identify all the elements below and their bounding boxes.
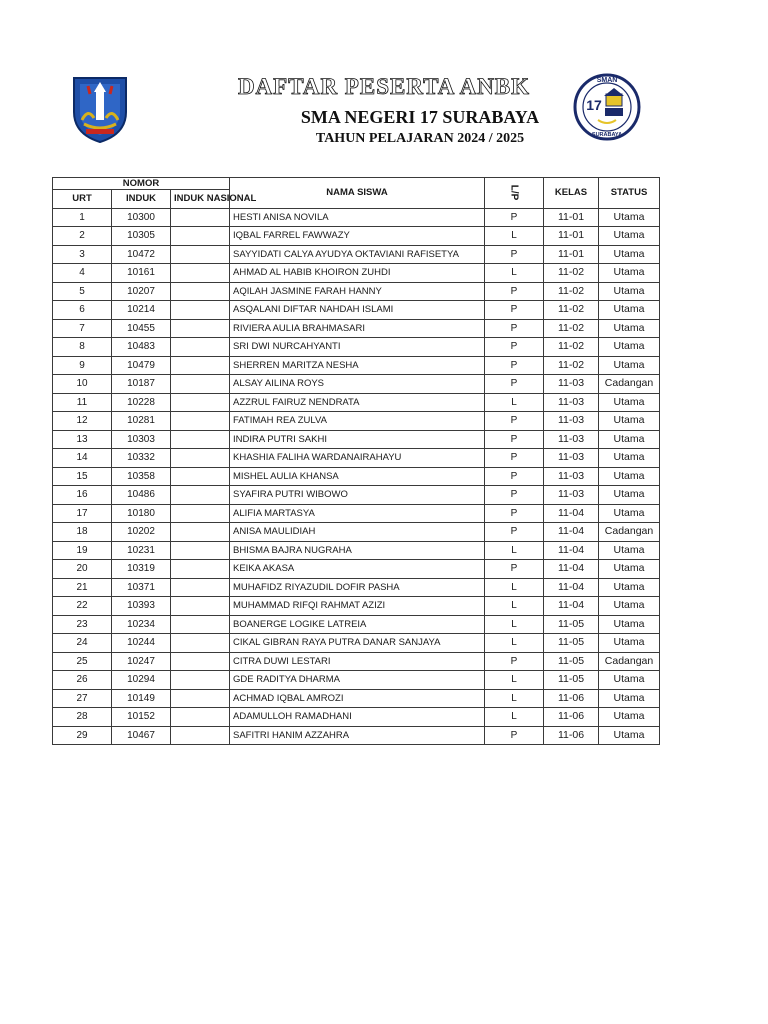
cell-nama: RIVIERA AULIA BRAHMASARI <box>230 319 485 338</box>
cell-induk-nasional <box>171 208 230 227</box>
header-lp <box>485 178 544 209</box>
cell-urt: 23 <box>53 615 112 634</box>
cell-nama: KHASHIA FALIHA WARDANAIRAHAYU <box>230 449 485 468</box>
cell-nama: MISHEL AULIA KHANSA <box>230 467 485 486</box>
table-row <box>53 634 660 653</box>
cell-urt: 8 <box>53 338 112 357</box>
cell-status: Utama <box>599 726 660 745</box>
cell-induk-nasional <box>171 578 230 597</box>
cell-urt: 26 <box>53 671 112 690</box>
cell-nama: CIKAL GIBRAN RAYA PUTRA DANAR SANJAYA <box>230 634 485 653</box>
cell-kelas: 11-03 <box>544 430 599 449</box>
cell-induk: 10207 <box>112 282 171 301</box>
cell-status: Cadangan <box>599 375 660 394</box>
cell-nama: INDIRA PUTRI SAKHI <box>230 430 485 449</box>
cell-nama: AHMAD AL HABIB KHOIRON ZUHDI <box>230 264 485 283</box>
cell-induk-nasional <box>171 523 230 542</box>
cell-status: Utama <box>599 615 660 634</box>
table-row <box>53 726 660 745</box>
cell-urt: 17 <box>53 504 112 523</box>
participant-table <box>52 177 660 745</box>
cell-induk: 10214 <box>112 301 171 320</box>
table-row <box>53 393 660 412</box>
cell-induk: 10393 <box>112 597 171 616</box>
cell-kelas: 11-06 <box>544 726 599 745</box>
cell-lp: P <box>485 338 544 357</box>
cell-nama: SAYYIDATI CALYA AYUDYA OKTAVIANI RAFISETYA <box>230 245 485 264</box>
cell-urt: 2 <box>53 227 112 246</box>
header-kelas: KELAS <box>544 178 599 209</box>
cell-lp: P <box>485 356 544 375</box>
table-row <box>53 301 660 320</box>
cell-lp: L <box>485 689 544 708</box>
table-row <box>53 486 660 505</box>
table-row <box>53 560 660 579</box>
cell-status: Utama <box>599 689 660 708</box>
cell-status: Utama <box>599 708 660 727</box>
cell-lp: P <box>485 486 544 505</box>
cell-nama: BOANERGE LOGIKE LATREIA <box>230 615 485 634</box>
cell-kelas: 11-04 <box>544 560 599 579</box>
cell-induk-nasional <box>171 449 230 468</box>
cell-urt: 25 <box>53 652 112 671</box>
cell-status: Cadangan <box>599 652 660 671</box>
cell-urt: 4 <box>53 264 112 283</box>
cell-kelas: 11-01 <box>544 227 599 246</box>
table-row <box>53 652 660 671</box>
cell-induk: 10161 <box>112 264 171 283</box>
school-name: SMA NEGERI 17 SURABAYA <box>300 107 540 127</box>
cell-kelas: 11-02 <box>544 356 599 375</box>
cell-nama: ANISA MAULIDIAH <box>230 523 485 542</box>
table-row <box>53 689 660 708</box>
cell-induk: 10152 <box>112 708 171 727</box>
cell-induk-nasional <box>171 467 230 486</box>
cell-induk: 10300 <box>112 208 171 227</box>
table-body <box>53 208 660 745</box>
cell-urt: 24 <box>53 634 112 653</box>
cell-urt: 6 <box>53 301 112 320</box>
cell-induk: 10467 <box>112 726 171 745</box>
header-urt: URT <box>53 190 112 209</box>
cell-lp: P <box>485 504 544 523</box>
cell-induk-nasional <box>171 245 230 264</box>
table-row <box>53 319 660 338</box>
school-badge-logo <box>572 72 642 142</box>
cell-induk: 10358 <box>112 467 171 486</box>
cell-induk: 10149 <box>112 689 171 708</box>
cell-induk-nasional <box>171 301 230 320</box>
cell-kelas: 11-02 <box>544 301 599 320</box>
table-row <box>53 541 660 560</box>
cell-lp: P <box>485 726 544 745</box>
table-row <box>53 264 660 283</box>
cell-nama: SHERREN MARITZA NESHA <box>230 356 485 375</box>
cell-nama: KEIKA AKASA <box>230 560 485 579</box>
cell-kelas: 11-04 <box>544 578 599 597</box>
cell-induk-nasional <box>171 227 230 246</box>
cell-status: Utama <box>599 486 660 505</box>
cell-induk-nasional <box>171 634 230 653</box>
cell-kelas: 11-05 <box>544 615 599 634</box>
cell-nama: SAFITRI HANIM AZZAHRA <box>230 726 485 745</box>
cell-kelas: 11-05 <box>544 652 599 671</box>
cell-status: Utama <box>599 282 660 301</box>
cell-lp: L <box>485 541 544 560</box>
table-header-row-1 <box>53 178 660 190</box>
cell-kelas: 11-03 <box>544 375 599 394</box>
cell-induk: 10294 <box>112 671 171 690</box>
cell-urt: 11 <box>53 393 112 412</box>
cell-kelas: 11-04 <box>544 504 599 523</box>
cell-kelas: 11-03 <box>544 412 599 431</box>
cell-lp: P <box>485 208 544 227</box>
cell-kelas: 11-05 <box>544 634 599 653</box>
cell-status: Utama <box>599 264 660 283</box>
cell-status: Utama <box>599 671 660 690</box>
header-induk: INDUK <box>112 190 171 209</box>
cell-lp: P <box>485 652 544 671</box>
cell-urt: 15 <box>53 467 112 486</box>
cell-status: Utama <box>599 504 660 523</box>
cell-urt: 20 <box>53 560 112 579</box>
cell-induk: 10371 <box>112 578 171 597</box>
table-row <box>53 245 660 264</box>
cell-lp: P <box>485 467 544 486</box>
cell-status: Utama <box>599 578 660 597</box>
cell-urt: 12 <box>53 412 112 431</box>
cell-induk-nasional <box>171 708 230 727</box>
cell-induk-nasional <box>171 319 230 338</box>
cell-lp: L <box>485 671 544 690</box>
cell-urt: 14 <box>53 449 112 468</box>
cell-kelas: 11-04 <box>544 597 599 616</box>
cell-status: Utama <box>599 338 660 357</box>
cell-urt: 27 <box>53 689 112 708</box>
cell-urt: 28 <box>53 708 112 727</box>
cell-status: Utama <box>599 412 660 431</box>
cell-nama: AZZRUL FAIRUZ NENDRATA <box>230 393 485 412</box>
cell-kelas: 11-02 <box>544 338 599 357</box>
cell-lp: P <box>485 560 544 579</box>
cell-induk: 10244 <box>112 634 171 653</box>
cell-kelas: 11-03 <box>544 486 599 505</box>
table-row <box>53 467 660 486</box>
cell-status: Utama <box>599 597 660 616</box>
cell-lp: L <box>485 615 544 634</box>
cell-urt: 10 <box>53 375 112 394</box>
cell-kelas: 11-03 <box>544 467 599 486</box>
badge-number: 17 <box>586 97 602 113</box>
cell-lp: L <box>485 393 544 412</box>
cell-induk-nasional <box>171 486 230 505</box>
cell-urt: 18 <box>53 523 112 542</box>
header-nama: NAMA SISWA <box>230 178 485 209</box>
badge-text-bottom: SURABAYA <box>591 132 623 138</box>
table-row <box>53 504 660 523</box>
document-title: DAFTAR PESERTA ANBK <box>237 74 531 99</box>
cell-status: Utama <box>599 560 660 579</box>
cell-induk: 10231 <box>112 541 171 560</box>
badge-text-top: SMAN <box>596 77 618 84</box>
cell-lp: P <box>485 282 544 301</box>
cell-kelas: 11-04 <box>544 523 599 542</box>
cell-urt: 16 <box>53 486 112 505</box>
cell-nama: ADAMULLOH RAMADHANI <box>230 708 485 727</box>
cell-nama: ACHMAD IQBAL AMROZI <box>230 689 485 708</box>
cell-status: Utama <box>599 208 660 227</box>
cell-lp: L <box>485 578 544 597</box>
cell-status: Utama <box>599 449 660 468</box>
cell-urt: 1 <box>53 208 112 227</box>
cell-kelas: 11-01 <box>544 208 599 227</box>
cell-induk-nasional <box>171 652 230 671</box>
cell-status: Utama <box>599 245 660 264</box>
cell-nama: BHISMA BAJRA NUGRAHA <box>230 541 485 560</box>
cell-nama: FATIMAH REA ZULVA <box>230 412 485 431</box>
cell-induk: 10479 <box>112 356 171 375</box>
table-row <box>53 597 660 616</box>
cell-nama: ALSAY AILINA ROYS <box>230 375 485 394</box>
cell-induk-nasional <box>171 264 230 283</box>
cell-induk: 10180 <box>112 504 171 523</box>
cell-urt: 7 <box>53 319 112 338</box>
cell-induk: 10319 <box>112 560 171 579</box>
table-row <box>53 430 660 449</box>
cell-induk: 10247 <box>112 652 171 671</box>
table-row <box>53 708 660 727</box>
cell-induk-nasional <box>171 375 230 394</box>
cell-nama: IQBAL FARREL FAWWAZY <box>230 227 485 246</box>
cell-lp: P <box>485 319 544 338</box>
cell-lp: P <box>485 301 544 320</box>
cell-nama: SRI DWI NURCAHYANTI <box>230 338 485 357</box>
cell-status: Utama <box>599 467 660 486</box>
cell-kelas: 11-06 <box>544 708 599 727</box>
table-row <box>53 375 660 394</box>
cell-induk: 10472 <box>112 245 171 264</box>
cell-induk: 10483 <box>112 338 171 357</box>
cell-nama: CITRA DUWI LESTARI <box>230 652 485 671</box>
cell-urt: 13 <box>53 430 112 449</box>
cell-nama: HESTI ANISA NOVILA <box>230 208 485 227</box>
cell-nama: AQILAH JASMINE FARAH HANNY <box>230 282 485 301</box>
cell-induk: 10305 <box>112 227 171 246</box>
cell-induk: 10332 <box>112 449 171 468</box>
cell-kelas: 11-02 <box>544 282 599 301</box>
cell-kelas: 11-03 <box>544 393 599 412</box>
cell-induk-nasional <box>171 393 230 412</box>
cell-status: Utama <box>599 319 660 338</box>
cell-lp: P <box>485 375 544 394</box>
cell-induk: 10281 <box>112 412 171 431</box>
cell-kelas: 11-02 <box>544 319 599 338</box>
cell-lp: L <box>485 708 544 727</box>
cell-induk: 10228 <box>112 393 171 412</box>
cell-induk-nasional <box>171 615 230 634</box>
header-lp-text: L/P <box>508 184 520 201</box>
cell-lp: P <box>485 449 544 468</box>
cell-status: Utama <box>599 634 660 653</box>
header-induk-nasional: INDUK NASIONAL <box>171 190 230 209</box>
cell-induk-nasional <box>171 726 230 745</box>
cell-nama: ASQALANI DIFTAR NAHDAH ISLAMI <box>230 301 485 320</box>
cell-nama: GDE RADITYA DHARMA <box>230 671 485 690</box>
cell-induk: 10486 <box>112 486 171 505</box>
table-row <box>53 671 660 690</box>
cell-urt: 3 <box>53 245 112 264</box>
cell-induk-nasional <box>171 560 230 579</box>
cell-induk: 10455 <box>112 319 171 338</box>
cell-kelas: 11-05 <box>544 671 599 690</box>
cell-induk: 10234 <box>112 615 171 634</box>
cell-status: Utama <box>599 393 660 412</box>
cell-induk-nasional <box>171 412 230 431</box>
cell-induk: 10202 <box>112 523 171 542</box>
cell-kelas: 11-04 <box>544 541 599 560</box>
cell-induk: 10187 <box>112 375 171 394</box>
cell-nama: MUHAFIDZ RIYAZUDIL DOFIR PASHA <box>230 578 485 597</box>
cell-induk: 10303 <box>112 430 171 449</box>
header-status: STATUS <box>599 178 660 209</box>
cell-induk-nasional <box>171 689 230 708</box>
cell-urt: 22 <box>53 597 112 616</box>
table-row <box>53 208 660 227</box>
cell-urt: 19 <box>53 541 112 560</box>
cell-status: Utama <box>599 227 660 246</box>
table-row <box>53 356 660 375</box>
cell-induk-nasional <box>171 671 230 690</box>
cell-induk-nasional <box>171 356 230 375</box>
cell-induk-nasional <box>171 430 230 449</box>
cell-kelas: 11-02 <box>544 264 599 283</box>
cell-induk-nasional <box>171 541 230 560</box>
cell-urt: 29 <box>53 726 112 745</box>
table-row <box>53 282 660 301</box>
cell-kelas: 11-01 <box>544 245 599 264</box>
cell-lp: L <box>485 634 544 653</box>
table-row <box>53 523 660 542</box>
cell-nama: ALIFIA MARTASYA <box>230 504 485 523</box>
cell-induk-nasional <box>171 338 230 357</box>
cell-status: Utama <box>599 430 660 449</box>
cell-urt: 9 <box>53 356 112 375</box>
table-row <box>53 615 660 634</box>
table-row <box>53 412 660 431</box>
cell-lp: L <box>485 227 544 246</box>
cell-lp: L <box>485 597 544 616</box>
cell-nama: SYAFIRA PUTRI WIBOWO <box>230 486 485 505</box>
table-row <box>53 227 660 246</box>
cell-lp: L <box>485 264 544 283</box>
cell-status: Utama <box>599 301 660 320</box>
cell-status: Utama <box>599 541 660 560</box>
cell-induk-nasional <box>171 597 230 616</box>
cell-nama: MUHAMMAD RIFQI RAHMAT AZIZI <box>230 597 485 616</box>
table-row <box>53 578 660 597</box>
cell-kelas: 11-03 <box>544 449 599 468</box>
cell-status: Cadangan <box>599 523 660 542</box>
table-row <box>53 338 660 357</box>
cell-kelas: 11-06 <box>544 689 599 708</box>
academic-year: TAHUN PELAJARAN 2024 / 2025 <box>315 131 525 146</box>
cell-lp: P <box>485 245 544 264</box>
cell-status: Utama <box>599 356 660 375</box>
cell-urt: 21 <box>53 578 112 597</box>
cell-induk-nasional <box>171 504 230 523</box>
cell-urt: 5 <box>53 282 112 301</box>
cell-lp: P <box>485 430 544 449</box>
cell-induk-nasional <box>171 282 230 301</box>
cell-lp: P <box>485 523 544 542</box>
table-row <box>53 449 660 468</box>
header-nomor: NOMOR <box>53 178 230 190</box>
cell-lp: P <box>485 412 544 431</box>
